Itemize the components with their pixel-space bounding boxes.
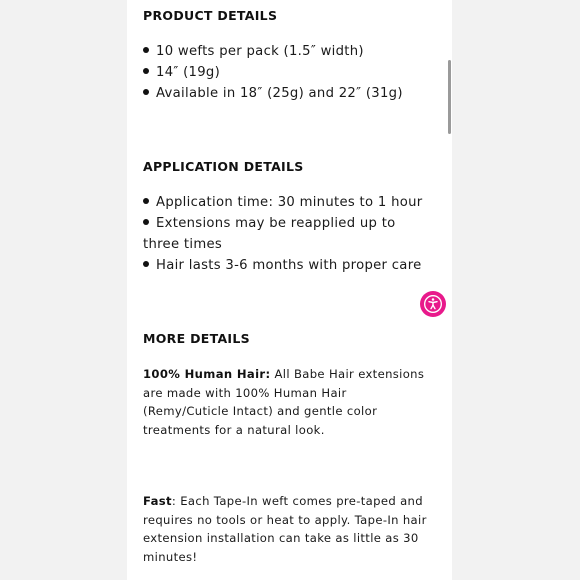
scrollbar-thumb[interactable] bbox=[448, 60, 451, 134]
bullet-icon bbox=[143, 198, 149, 204]
application-details-list bbox=[143, 192, 435, 276]
product-details-heading: PRODUCT DETAILS bbox=[143, 8, 278, 23]
list-item: Application time: 30 minutes to 1 hour bbox=[143, 192, 435, 213]
fast-paragraph bbox=[143, 492, 435, 566]
content-column bbox=[127, 0, 452, 580]
bullet-icon bbox=[143, 68, 149, 74]
more-details-heading: MORE DETAILS bbox=[143, 331, 250, 346]
bullet-icon bbox=[143, 89, 149, 95]
list-item: 10 wefts per pack (1.5″ width) bbox=[143, 41, 435, 62]
fast-label: Fast bbox=[143, 494, 172, 508]
list-item: Hair lasts 3-6 months with proper care bbox=[143, 255, 435, 276]
accessibility-button[interactable] bbox=[420, 291, 446, 317]
human-hair-paragraph bbox=[143, 365, 435, 439]
bullet-icon bbox=[143, 219, 149, 225]
human-hair-text: All Babe Hair extensions are made with 100% Human Hair (Remy/Cuticle Intact) and gentle color treatments for a natural look. bbox=[143, 367, 425, 437]
application-details-heading: APPLICATION DETAILS bbox=[143, 159, 304, 174]
bullet-icon bbox=[143, 261, 149, 267]
list-item: Available in 18″ (25g) and 22″ (31g) bbox=[143, 83, 435, 104]
fast-text: : Each Tape-In weft comes pre-taped and requires no tools or heat to apply. Tape-In hair extension installation can take as little as 30 minutes! bbox=[143, 494, 427, 564]
product-details-list bbox=[143, 41, 435, 104]
list-item: 14″ (19g) bbox=[143, 62, 435, 83]
accessibility-icon bbox=[423, 294, 443, 314]
list-item: Extensions may be reapplied up to three times bbox=[143, 216, 396, 252]
human-hair-label: 100% Human Hair: bbox=[143, 367, 271, 381]
bullet-icon bbox=[143, 47, 149, 53]
